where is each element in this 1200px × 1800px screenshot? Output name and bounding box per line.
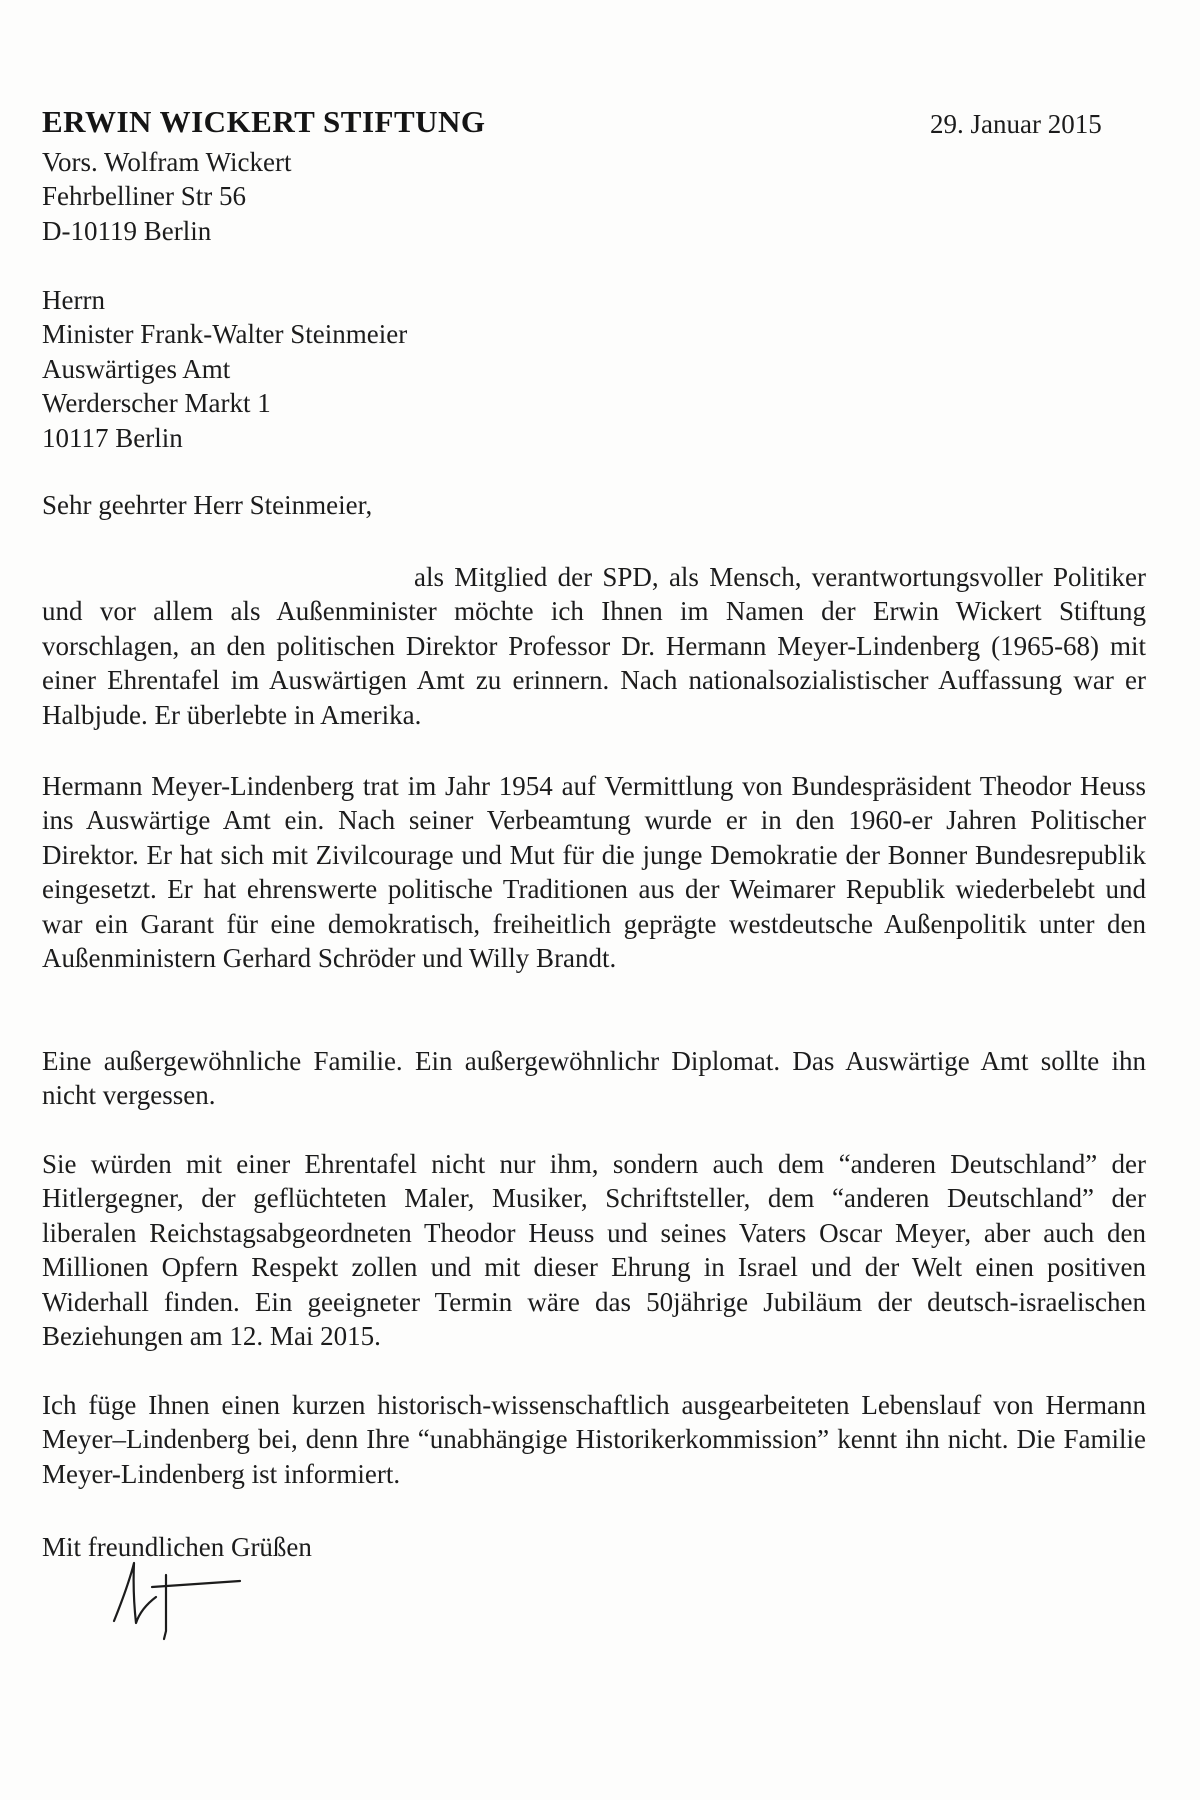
body-paragraph-enclosure: Ich füge Ihnen einen kurzen historisch-wissenschaftlich ausgearbeiteten Lebenslauf von Hermann Meyer–Lindenberg bei, denn Ihre “unabhängige Historikerkommission” kennt ihn nicht. Die Familie Meyer-Lindenberg ist informiert. — [42, 1390, 1146, 1489]
signature-icon — [100, 1545, 260, 1655]
sender-name: Vors. Wolfram Wickert — [42, 147, 292, 177]
recipient-street: Werderscher Markt 1 — [42, 388, 271, 419]
body-paragraph-proposal: als Mitglied der SPD, als Mensch, verantwortungsvoller Politiker und vor allem als Außenminister möchte ich Ihnen im Namen der Erwin Wickert Stiftung vorschlagen, an den politischen Direktor Professor Dr. Hermann Meyer-Lindenberg (1965-68) mit einer Ehrentafel im Auswärtigen Amt zu erinnern. Nach nationalsozialistischer Auffassung war er Halbjude. Er überlebte in Amerika. — [42, 562, 1146, 730]
recipient-address — [42, 283, 407, 455]
letterhead-organization: ERWIN WICKERT STIFTUNG — [42, 104, 486, 139]
body-paragraph-honor: Sie würden mit einer Ehrentafel nicht nur ihm, sondern auch dem “anderen Deutschland” der Hitlergegner, der geflüchteten Maler, Musiker, Schriftsteller, dem “anderen Deutschland” der liberalen Reichstagsabgeordneten Theodor Heuss und seines Vaters Oscar Meyer, aber auch den Millionen Opfern Respekt zollen und mit dieser Ehrung in Israel und der Welt einen positiven Widerhall finden. Ein geeigneter Termin wäre das 50jährige Jubiläum der deutsch-israelischen Beziehungen am 12. Mai 2015. — [42, 1149, 1146, 1352]
closing-phrase: Mit freundlichen Grüßen — [42, 1532, 312, 1562]
recipient-city: 10117 Berlin — [42, 422, 183, 453]
sender-street: Fehrbelliner Str 56 — [42, 181, 246, 212]
recipient-name: Minister Frank-Walter Steinmeier — [42, 319, 408, 350]
sender-city: D-10119 Berlin — [42, 215, 212, 246]
sender-address — [42, 145, 291, 248]
recipient-office: Auswärtiges Amt — [42, 353, 231, 384]
recipient-title: Herrn — [42, 285, 105, 315]
letter-date: 29. Januar 2015 — [930, 109, 1102, 139]
body-paragraph-family: Eine außergewöhnliche Familie. Ein außergewöhnlichr Diplomat. Das Auswärtige Amt sollte ihn nicht vergessen. — [42, 1046, 1146, 1111]
salutation: Sehr geehrter Herr Steinmeier, — [42, 490, 373, 520]
body-paragraph-biography: Hermann Meyer-Lindenberg trat im Jahr 1954 auf Vermittlung von Bundespräsident Theodor Heuss ins Auswärtige Amt ein. Nach seiner Verbeamtung wurde er in den 1960-er Jahren Politischer Direktor. Er hat sich mit Zivilcourage und Mut für die junge Demokratie der Bonner Bundesrepublik eingesetzt. Er hat ehrenswerte politische Traditionen aus der Weimarer Republik wiederbelebt und war ein Garant für eine demokratisch, freiheitlich geprägte westdeutsche Außenpolitik unter den Außenministern Gerhard Schröder und Willy Brandt. — [42, 771, 1146, 974]
